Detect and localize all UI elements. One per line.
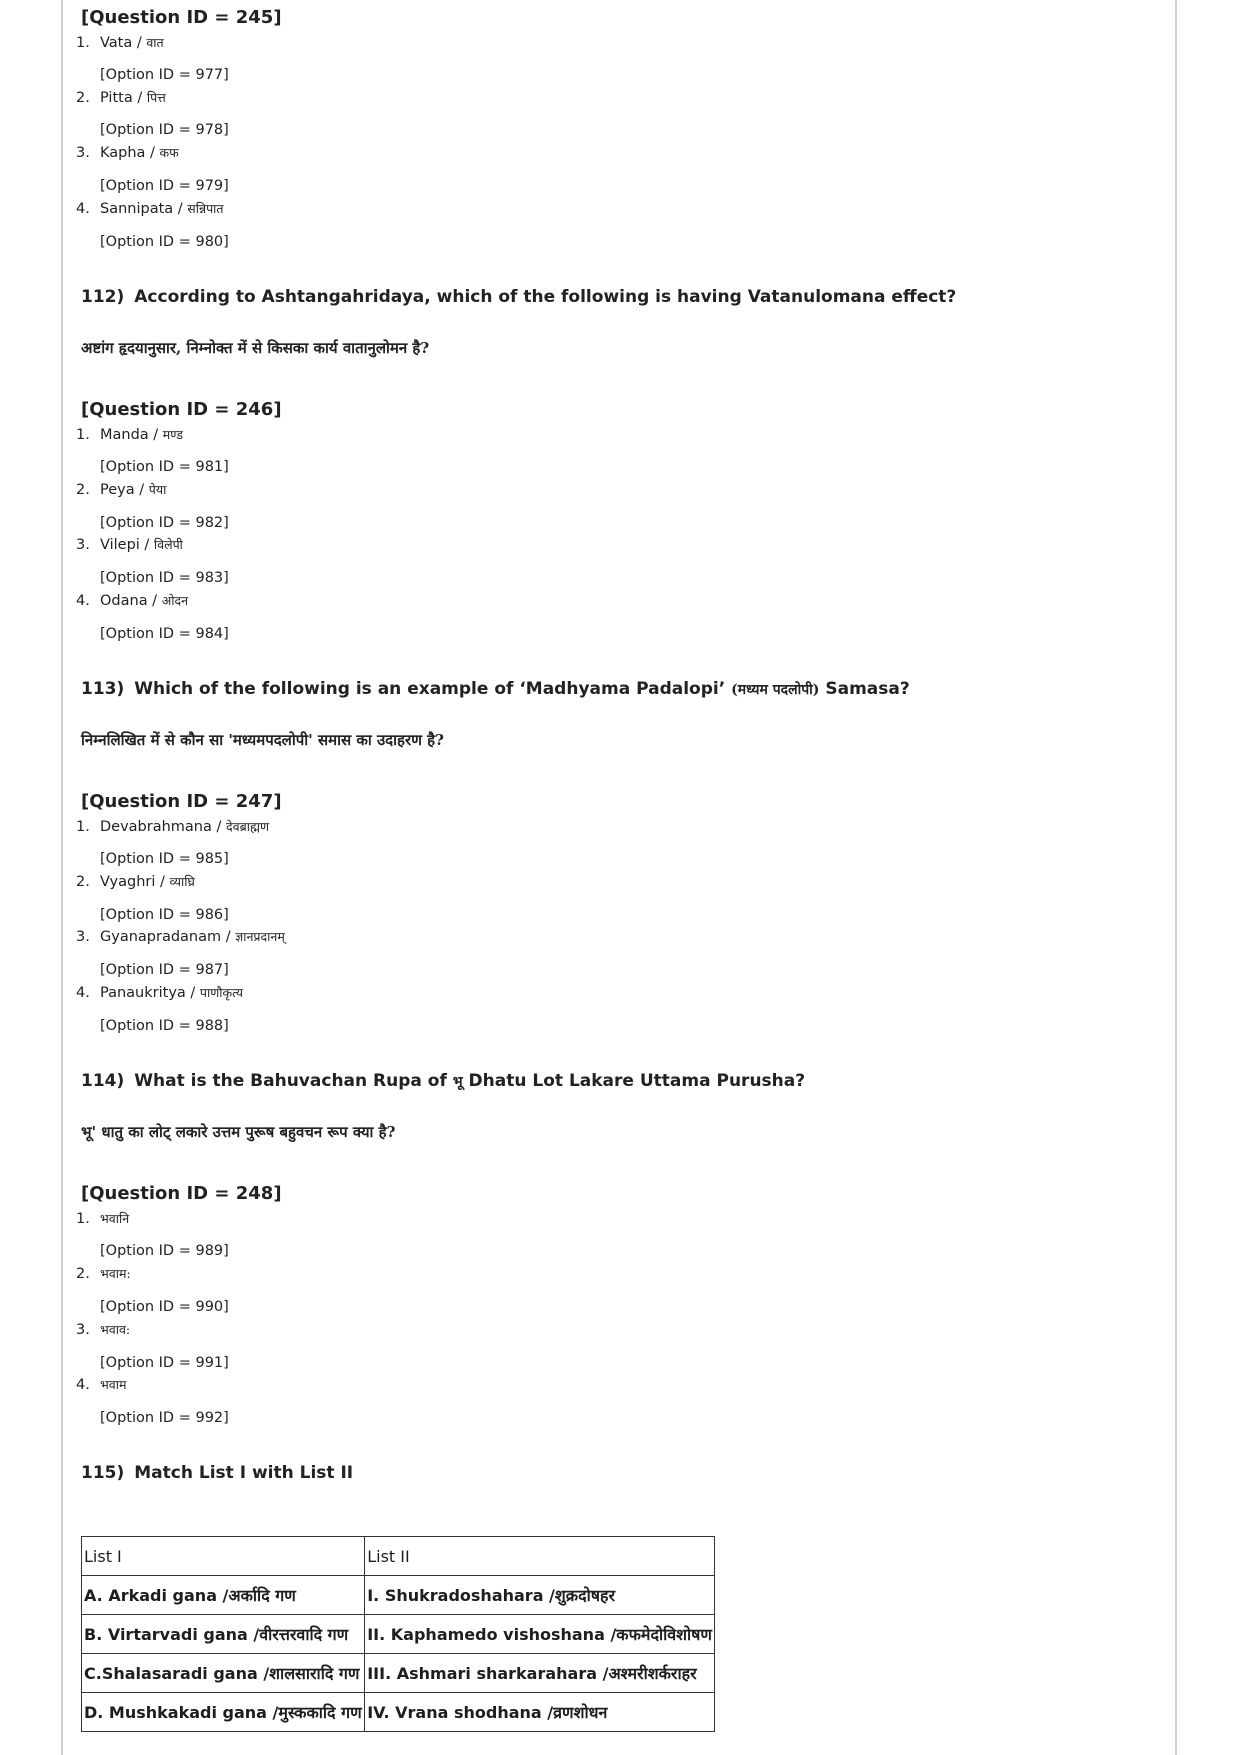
- option-id: [Option ID = 980]: [100, 234, 229, 250]
- option-2[interactable]: 2. Pitta / पित्त: [76, 90, 166, 106]
- option-id: [Option ID = 992]: [100, 1410, 229, 1426]
- option-id: [Option ID = 981]: [100, 459, 229, 475]
- table-cell: IV. Vrana shodhana /व्रणशोधन: [365, 1693, 715, 1732]
- table-header-row: [82, 1537, 715, 1576]
- table-header-cell: List II: [365, 1537, 715, 1576]
- table-cell: A. Arkadi gana /अर्कादि गण: [82, 1576, 365, 1615]
- option-1[interactable]: 1. भवानि: [76, 1211, 130, 1227]
- option-4[interactable]: 4. भवाम: [76, 1377, 127, 1393]
- table-cell: III. Ashmari sharkarahara /अश्मरीशर्कराहर: [365, 1654, 715, 1693]
- question-115-text: 115) Match List I with List II: [81, 1463, 354, 1483]
- option-id: [Option ID = 983]: [100, 570, 229, 586]
- table-row: [82, 1576, 715, 1615]
- option-3[interactable]: 3. Gyanapradanam / ज्ञानप्रदानम्: [76, 929, 285, 945]
- question-113-hindi: निम्नलिखित में से कौन सा 'मध्यमपदलोपी' समास का उदाहरण है?: [81, 731, 444, 749]
- option-id: [Option ID = 977]: [100, 67, 229, 83]
- option-id: [Option ID = 986]: [100, 907, 229, 923]
- question-114-hindi: भू' धातु का लोट् लकारे उत्तम पुरूष बहुवचन रूप क्या है?: [81, 1123, 396, 1141]
- table-cell: D. Mushkakadi gana /मुस्ककादि गण: [82, 1693, 365, 1732]
- option-3[interactable]: 3. Kapha / कफ: [76, 145, 179, 161]
- option-id: [Option ID = 984]: [100, 626, 229, 642]
- table-cell: II. Kaphamedo vishoshana /कफमेदोविशोषण: [365, 1615, 715, 1654]
- option-id: [Option ID = 990]: [100, 1299, 229, 1315]
- option-2[interactable]: 2. Vyaghri / व्याघ्रि: [76, 874, 195, 890]
- option-4[interactable]: 4. Panaukritya / पाणौकृत्य: [76, 985, 243, 1001]
- question-112-text: 112) According to Ashtangahridaya, which of the following is having Vatanulomana effect?: [81, 287, 957, 307]
- option-2[interactable]: 2. Peya / पेया: [76, 482, 167, 498]
- question-id: [Question ID = 245]: [81, 7, 282, 28]
- question-id: [Question ID = 246]: [81, 399, 282, 420]
- question-id: [Question ID = 248]: [81, 1183, 282, 1204]
- question-112-hindi: अष्टांग हृदयानुसार, निम्नोक्त में से किसका कार्य वातानुलोमन है?: [81, 339, 430, 357]
- question-114-text: 114) What is the Bahuvachan Rupa of भू Dhatu Lot Lakare Uttama Purusha?: [81, 1071, 806, 1091]
- option-id: [Option ID = 979]: [100, 178, 229, 194]
- table-cell: B. Virtarvadi gana /वीरत्तरवादि गण: [82, 1615, 365, 1654]
- option-4[interactable]: 4. Sannipata / सन्निपात: [76, 201, 224, 217]
- option-id: [Option ID = 989]: [100, 1243, 229, 1259]
- option-1[interactable]: 1. Vata / वात: [76, 35, 164, 51]
- table-cell: C.Shalasaradi gana /शालसारादि गण: [82, 1654, 365, 1693]
- option-id: [Option ID = 987]: [100, 962, 229, 978]
- question-id: [Question ID = 247]: [81, 791, 282, 812]
- option-id: [Option ID = 985]: [100, 851, 229, 867]
- option-3[interactable]: 3. Vilepi / विलेपी: [76, 537, 183, 553]
- table-row: [82, 1693, 715, 1732]
- option-id: [Option ID = 982]: [100, 515, 229, 531]
- match-table: [81, 1536, 715, 1732]
- table-cell: I. Shukradoshahara /शुक्रदोषहर: [365, 1576, 715, 1615]
- page-border-right: [1175, 0, 1177, 1755]
- option-3[interactable]: 3. भवाव:: [76, 1322, 131, 1338]
- option-id: [Option ID = 991]: [100, 1355, 229, 1371]
- page-border-left: [61, 0, 63, 1755]
- option-1[interactable]: 1. Manda / मण्ड: [76, 427, 183, 443]
- table-row: [82, 1654, 715, 1693]
- table-header-cell: List I: [82, 1537, 365, 1576]
- question-113-text: 113) Which of the following is an example of ‘Madhyama Padalopi’ (मध्यम पदलोपी) Samasa?: [81, 679, 910, 699]
- option-id: [Option ID = 978]: [100, 122, 229, 138]
- option-4[interactable]: 4. Odana / ओदन: [76, 593, 189, 609]
- option-1[interactable]: 1. Devabrahmana / देवब्राह्मण: [76, 819, 269, 835]
- option-id: [Option ID = 988]: [100, 1018, 229, 1034]
- table-row: [82, 1615, 715, 1654]
- option-2[interactable]: 2. भवाम:: [76, 1266, 131, 1282]
